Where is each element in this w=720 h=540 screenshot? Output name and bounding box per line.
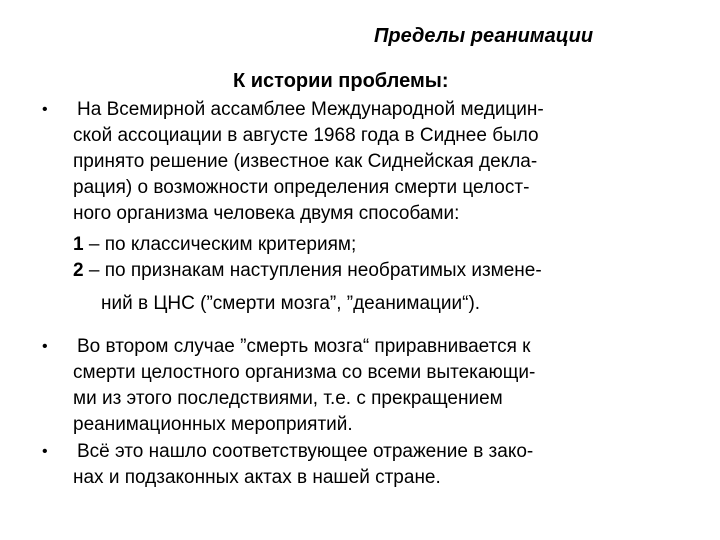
bullet-2-line-2: смерти целостного организма со всеми вытекающи- bbox=[73, 362, 536, 383]
numbered-item-1 bbox=[73, 232, 356, 258]
item-text: – по признакам наступления необратимых измене- bbox=[83, 260, 542, 281]
bullet-2-line-3: ми из этого последствиями, т.е. с прекращением bbox=[73, 388, 503, 409]
slide-subtitle: К истории проблемы: bbox=[233, 70, 449, 92]
item-number: 1 bbox=[73, 234, 84, 255]
numbered-item-2 bbox=[73, 258, 542, 284]
bullet-1-line-4: рация) о возможности определения смерти целост- bbox=[73, 177, 530, 198]
bullet-1-line-5: ного организма человека двумя способами: bbox=[73, 203, 460, 224]
numbered-item-2-continuation: ний в ЦНС (”смерти мозга”, ”деанимации“). bbox=[101, 293, 481, 314]
bullet-2-line-4: реанимационных мероприятий. bbox=[73, 414, 353, 435]
bullet-1-line-2: ской ассоциации в августе 1968 года в Сиднее было bbox=[73, 125, 539, 146]
slide-title: Пределы реанимации bbox=[374, 25, 594, 47]
bullet-3-line-1: Всё это нашло соответствующее отражение в зако- bbox=[77, 441, 534, 462]
bullet-marker: • bbox=[42, 443, 48, 460]
bullet-marker: • bbox=[42, 101, 48, 118]
bullet-3-line-2: нах и подзаконных актах в нашей стране. bbox=[73, 467, 441, 488]
bullet-1-line-3: принято решение (известное как Сиднейская декла- bbox=[73, 151, 538, 172]
item-number: 2 bbox=[73, 260, 84, 281]
bullet-2-line-1: Во втором случае ”смерть мозга“ приравнивается к bbox=[77, 336, 531, 357]
item-text: – по классическим критериям; bbox=[83, 234, 357, 255]
bullet-1-line-1: На Всемирной ассамблее Международной медицин- bbox=[77, 99, 544, 120]
bullet-marker: • bbox=[42, 338, 48, 355]
